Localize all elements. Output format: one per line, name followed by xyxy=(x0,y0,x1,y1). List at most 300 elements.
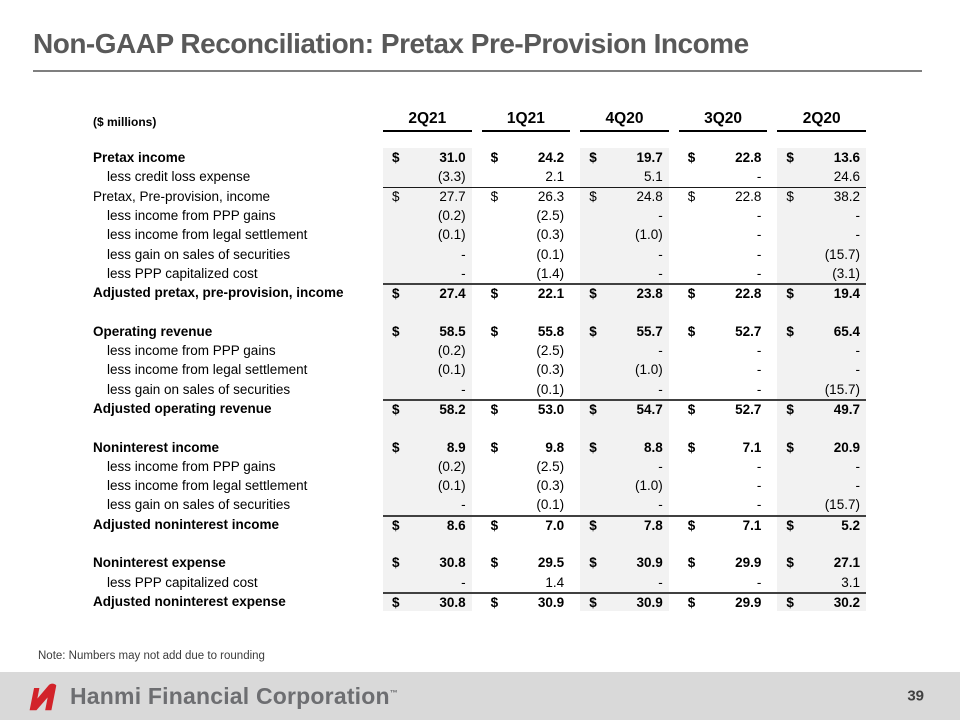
cell-number: 22.1 xyxy=(537,286,565,302)
cell-number: (3.1) xyxy=(832,265,860,281)
section-spacer xyxy=(93,302,866,321)
value-cell xyxy=(383,457,472,476)
dollar-sign: $ xyxy=(687,323,696,339)
cell-number: - xyxy=(855,227,860,243)
row-values xyxy=(383,283,866,302)
cell-number: - xyxy=(658,265,663,281)
dollar-sign: $ xyxy=(392,594,400,610)
row-label: less PPP capitalized cost xyxy=(107,265,258,281)
value-cell xyxy=(679,573,768,592)
value-cell xyxy=(482,553,571,572)
column-header-3q20: 3Q20 xyxy=(679,110,768,132)
table-row xyxy=(93,476,866,495)
dollar-sign: $ xyxy=(392,555,400,571)
value-cell xyxy=(482,244,571,263)
table-row xyxy=(93,399,866,418)
cell-number: 58.2 xyxy=(439,402,466,417)
dollar-sign: $ xyxy=(786,150,794,166)
cell-number: 29.9 xyxy=(735,555,762,571)
table-row xyxy=(93,206,866,225)
cell-number: 22.8 xyxy=(735,150,762,166)
value-cell xyxy=(383,322,472,341)
value-cell xyxy=(580,553,669,572)
row-values xyxy=(383,341,866,360)
trademark: ™ xyxy=(389,687,398,697)
cell-number: - xyxy=(461,574,466,590)
table-row xyxy=(93,322,866,341)
cell-number: 24.2 xyxy=(537,150,565,166)
dollar-sign: $ xyxy=(687,189,696,205)
cell-number: - xyxy=(855,343,860,359)
value-cell xyxy=(777,285,866,302)
dollar-sign: $ xyxy=(786,517,794,533)
value-cell xyxy=(482,401,571,418)
dollar-sign: $ xyxy=(392,286,400,302)
value-cell xyxy=(383,437,472,456)
table-row xyxy=(93,167,866,186)
row-label: less credit loss expense xyxy=(107,169,251,185)
cell-number: (0.1) xyxy=(437,362,466,378)
value-cell xyxy=(777,495,866,514)
value-cell xyxy=(482,322,571,341)
cell-number: - xyxy=(658,208,663,224)
value-cell xyxy=(679,244,768,263)
cell-number: - xyxy=(658,246,663,262)
dollar-sign: $ xyxy=(589,594,597,610)
cell-number: (1.0) xyxy=(635,227,663,243)
cell-number: 20.9 xyxy=(833,439,860,455)
value-cell xyxy=(679,401,768,418)
value-cell xyxy=(383,148,472,167)
dollar-sign: $ xyxy=(392,150,400,166)
value-cell xyxy=(580,401,669,418)
column-header-4q20: 4Q20 xyxy=(580,110,669,132)
value-cell xyxy=(679,285,768,302)
row-values xyxy=(383,167,866,186)
dollar-sign: $ xyxy=(490,402,499,417)
cell-number: (15.7) xyxy=(824,497,860,513)
value-cell xyxy=(383,167,472,186)
dollar-sign: $ xyxy=(490,555,499,571)
cell-number: 38.2 xyxy=(833,189,860,205)
cell-number: 53.0 xyxy=(537,402,565,417)
cell-number: (0.1) xyxy=(536,381,565,397)
table-row xyxy=(93,341,866,360)
cell-number: (15.7) xyxy=(824,381,860,397)
value-cell xyxy=(580,341,669,360)
value-cell xyxy=(679,188,768,206)
cell-number: (15.7) xyxy=(824,246,860,262)
value-cell xyxy=(580,437,669,456)
row-values xyxy=(383,264,866,283)
value-cell xyxy=(580,225,669,244)
cell-number: - xyxy=(658,574,663,590)
value-cell xyxy=(679,225,768,244)
row-label: less gain on sales of securities xyxy=(107,497,291,513)
cell-number: - xyxy=(756,343,762,359)
cell-number: (2.5) xyxy=(536,458,565,474)
row-values xyxy=(383,322,866,341)
value-cell xyxy=(679,167,768,186)
table-row xyxy=(93,264,866,283)
cell-number: - xyxy=(855,458,860,474)
cell-number: - xyxy=(756,227,762,243)
cell-number: (0.3) xyxy=(536,362,565,378)
column-header-2q21: 2Q21 xyxy=(383,110,472,132)
cell-number: 19.7 xyxy=(636,150,663,166)
cell-number: - xyxy=(756,497,762,513)
cell-number: - xyxy=(658,497,663,513)
cell-number: - xyxy=(756,478,762,494)
value-cell xyxy=(580,457,669,476)
dollar-sign: $ xyxy=(490,189,499,205)
table-row xyxy=(93,437,866,456)
cell-number: 58.5 xyxy=(439,323,466,339)
dollar-sign: $ xyxy=(589,189,597,205)
value-cell xyxy=(482,594,571,611)
hanmi-logo xyxy=(24,680,398,712)
cell-number: (1.0) xyxy=(635,362,663,378)
row-label: Pretax, Pre-provision, income xyxy=(93,188,271,204)
value-cell xyxy=(383,188,472,206)
value-cell xyxy=(482,167,571,186)
cell-number: 65.4 xyxy=(833,323,860,339)
cell-number: 30.9 xyxy=(636,594,663,610)
value-cell xyxy=(679,437,768,456)
value-cell xyxy=(679,517,768,534)
value-cell xyxy=(777,341,866,360)
value-cell xyxy=(777,573,866,592)
value-cell xyxy=(580,476,669,495)
column-header-1q21: 1Q21 xyxy=(482,110,571,132)
page-title: Non-GAAP Reconciliation: Pretax Pre-Provision Income xyxy=(33,28,749,59)
value-cell xyxy=(679,360,768,379)
dollar-sign: $ xyxy=(490,517,499,533)
value-cell xyxy=(580,380,669,399)
row-values xyxy=(383,225,866,244)
cell-number: (0.1) xyxy=(536,497,565,513)
table-row xyxy=(93,515,866,534)
cell-number: - xyxy=(658,458,663,474)
value-cell xyxy=(777,225,866,244)
table-row xyxy=(93,495,866,514)
value-cell xyxy=(679,553,768,572)
cell-number: 55.8 xyxy=(537,323,565,339)
value-cell xyxy=(777,517,866,534)
value-cell xyxy=(679,206,768,225)
value-cell xyxy=(580,244,669,263)
cell-number: - xyxy=(461,246,466,262)
dollar-sign: $ xyxy=(786,323,794,339)
dollar-sign: $ xyxy=(589,517,597,533)
value-cell xyxy=(777,476,866,495)
section-spacer xyxy=(93,418,866,437)
row-label: Operating revenue xyxy=(93,323,213,339)
value-cell xyxy=(482,437,571,456)
section-spacer xyxy=(93,534,866,553)
value-cell xyxy=(777,148,866,167)
row-values xyxy=(383,515,866,534)
row-values xyxy=(383,437,866,456)
row-label: less income from legal settlement xyxy=(107,478,308,494)
cell-number: (0.1) xyxy=(437,227,466,243)
cell-number: 5.2 xyxy=(841,517,860,533)
value-cell xyxy=(679,380,768,399)
cell-number: 30.8 xyxy=(439,594,466,610)
cell-number: 13.6 xyxy=(833,150,860,166)
value-cell xyxy=(679,148,768,167)
cell-number: (1.4) xyxy=(536,265,565,281)
table-row xyxy=(93,187,866,206)
value-cell xyxy=(580,188,669,206)
cell-number: - xyxy=(658,381,663,397)
note-text: Note: Numbers may not add due to rounding xyxy=(38,650,265,662)
dollar-sign: $ xyxy=(392,517,400,533)
row-values xyxy=(383,457,866,476)
cell-number: (0.3) xyxy=(536,478,565,494)
row-label: Adjusted noninterest income xyxy=(93,516,280,532)
row-values xyxy=(383,573,866,592)
value-cell xyxy=(383,206,472,225)
dollar-sign: $ xyxy=(589,286,597,302)
row-values xyxy=(383,476,866,495)
cell-number: (0.3) xyxy=(536,227,565,243)
row-values xyxy=(383,553,866,572)
dollar-sign: $ xyxy=(392,439,400,455)
cell-number: 19.4 xyxy=(833,286,860,302)
value-cell xyxy=(777,167,866,186)
cell-number: - xyxy=(756,362,762,378)
value-cell xyxy=(482,476,571,495)
dollar-sign: $ xyxy=(589,150,597,166)
table-row xyxy=(93,457,866,476)
hanmi-h-mark-icon xyxy=(24,680,61,712)
cell-number: - xyxy=(756,574,762,590)
cell-number: 1.4 xyxy=(545,574,565,590)
cell-number: 30.2 xyxy=(833,594,860,610)
value-cell xyxy=(580,264,669,283)
dollar-sign: $ xyxy=(786,439,794,455)
cell-number: - xyxy=(756,169,762,185)
footer-bar xyxy=(0,672,960,720)
cell-number: - xyxy=(855,208,860,224)
dollar-sign: $ xyxy=(392,323,400,339)
cell-number: - xyxy=(461,497,466,513)
cell-number: 7.1 xyxy=(742,439,762,455)
cell-number: 52.7 xyxy=(735,402,762,417)
cell-number: - xyxy=(855,362,860,378)
value-cell xyxy=(383,341,472,360)
value-cell xyxy=(580,517,669,534)
cell-number: 8.6 xyxy=(446,517,466,533)
dollar-sign: $ xyxy=(687,439,696,455)
title-underline xyxy=(33,70,922,72)
value-cell xyxy=(383,225,472,244)
dollar-sign: $ xyxy=(490,594,499,610)
row-label: less income from legal settlement xyxy=(107,227,308,243)
row-values xyxy=(383,187,866,206)
value-cell xyxy=(482,225,571,244)
cell-number: 23.8 xyxy=(636,286,663,302)
table-body xyxy=(93,148,866,611)
cell-number: 26.3 xyxy=(537,189,565,205)
value-cell xyxy=(679,322,768,341)
cell-number: 8.8 xyxy=(644,439,663,455)
cell-number: (0.1) xyxy=(536,246,565,262)
unit-label: ($ millions) xyxy=(93,115,157,129)
cell-number: 29.9 xyxy=(735,594,762,610)
value-cell xyxy=(580,206,669,225)
cell-number: 27.4 xyxy=(439,286,466,302)
dollar-sign: $ xyxy=(786,402,794,417)
value-cell xyxy=(679,495,768,514)
cell-number: 30.9 xyxy=(636,555,663,571)
row-values xyxy=(383,206,866,225)
dollar-sign: $ xyxy=(786,189,794,205)
value-cell xyxy=(482,264,571,283)
value-cell xyxy=(679,594,768,611)
cell-number: (0.2) xyxy=(437,208,466,224)
row-label: Adjusted pretax, pre-provision, income xyxy=(93,285,344,301)
cell-number: - xyxy=(756,265,762,281)
dollar-sign: $ xyxy=(589,439,597,455)
dollar-sign: $ xyxy=(589,323,597,339)
value-cell xyxy=(777,380,866,399)
value-cell xyxy=(580,360,669,379)
row-label: Adjusted noninterest expense xyxy=(93,593,286,609)
table-row xyxy=(93,573,866,592)
cell-number: (1.0) xyxy=(635,478,663,494)
value-cell xyxy=(383,244,472,263)
cell-number: - xyxy=(461,265,466,281)
dollar-sign: $ xyxy=(392,189,400,205)
cell-number: 49.7 xyxy=(833,402,860,417)
dollar-sign: $ xyxy=(490,286,499,302)
cell-number: - xyxy=(461,381,466,397)
cell-number: - xyxy=(756,246,762,262)
dollar-sign: $ xyxy=(786,555,794,571)
row-label: less gain on sales of securities xyxy=(107,381,291,397)
row-values xyxy=(383,244,866,263)
cell-number: 2.1 xyxy=(545,169,565,185)
row-label: Pretax income xyxy=(93,150,186,166)
dollar-sign: $ xyxy=(687,150,696,166)
cell-number: 31.0 xyxy=(439,150,466,166)
table-row xyxy=(93,380,866,399)
value-cell xyxy=(482,341,571,360)
value-cell xyxy=(580,322,669,341)
cell-number: - xyxy=(855,478,860,494)
cell-number: 55.7 xyxy=(636,323,663,339)
reconciliation-table xyxy=(93,110,866,611)
dollar-sign: $ xyxy=(490,150,499,166)
value-cell xyxy=(580,148,669,167)
value-cell xyxy=(383,264,472,283)
value-cell xyxy=(482,188,571,206)
row-label: less gain on sales of securities xyxy=(107,246,291,262)
cell-number: 7.1 xyxy=(742,517,762,533)
value-cell xyxy=(383,476,472,495)
dollar-sign: $ xyxy=(687,594,696,610)
dollar-sign: $ xyxy=(392,402,400,417)
cell-number: 7.8 xyxy=(644,517,663,533)
cell-number: - xyxy=(756,381,762,397)
dollar-sign: $ xyxy=(786,594,794,610)
cell-number: (2.5) xyxy=(536,208,565,224)
logo-text: Hanmi Financial Corporation™ xyxy=(70,682,398,709)
row-values xyxy=(383,592,866,611)
value-cell xyxy=(777,322,866,341)
value-cell xyxy=(777,553,866,572)
value-cell xyxy=(383,573,472,592)
row-label: less income from PPP gains xyxy=(107,343,276,359)
value-cell xyxy=(777,457,866,476)
value-cell xyxy=(383,285,472,302)
cell-number: (0.1) xyxy=(437,478,466,494)
value-cell xyxy=(777,594,866,611)
cell-number: (3.3) xyxy=(437,169,466,185)
dollar-sign: $ xyxy=(589,555,597,571)
cell-number: 24.6 xyxy=(833,169,860,185)
table-row xyxy=(93,592,866,611)
cell-number: (2.5) xyxy=(536,343,565,359)
dollar-sign: $ xyxy=(687,517,696,533)
row-values xyxy=(383,148,866,167)
table-row xyxy=(93,360,866,379)
cell-number: - xyxy=(756,208,762,224)
cell-number: 30.9 xyxy=(537,594,565,610)
cell-number: 52.7 xyxy=(735,323,762,339)
value-cell xyxy=(679,457,768,476)
cell-number: 27.7 xyxy=(439,189,466,205)
value-cell xyxy=(777,437,866,456)
cell-number: 24.8 xyxy=(636,189,663,205)
row-label: Adjusted operating revenue xyxy=(93,401,272,416)
table-row xyxy=(93,553,866,572)
cell-number: 54.7 xyxy=(636,402,663,417)
value-cell xyxy=(777,360,866,379)
value-cell xyxy=(777,244,866,263)
value-cell xyxy=(482,517,571,534)
value-cell xyxy=(482,206,571,225)
row-values xyxy=(383,360,866,379)
row-label: less income from PPP gains xyxy=(107,458,276,474)
value-cell xyxy=(383,594,472,611)
cell-number: - xyxy=(756,458,762,474)
value-cell xyxy=(482,495,571,514)
value-cell xyxy=(777,188,866,206)
row-label: less income from PPP gains xyxy=(107,208,276,224)
dollar-sign: $ xyxy=(589,402,597,417)
value-cell xyxy=(383,401,472,418)
value-cell xyxy=(383,380,472,399)
cell-number: 29.5 xyxy=(537,555,565,571)
cell-number: 22.8 xyxy=(735,189,762,205)
cell-number: 7.0 xyxy=(545,517,565,533)
value-cell xyxy=(580,594,669,611)
value-cell xyxy=(679,264,768,283)
row-label: Noninterest expense xyxy=(93,555,226,571)
table-header xyxy=(93,110,866,132)
value-cell xyxy=(777,264,866,283)
row-values xyxy=(383,495,866,514)
row-values xyxy=(383,399,866,418)
column-header-2q20: 2Q20 xyxy=(777,110,866,132)
value-cell xyxy=(580,285,669,302)
value-cell xyxy=(777,401,866,418)
table-row xyxy=(93,225,866,244)
cell-number: (0.2) xyxy=(437,343,466,359)
